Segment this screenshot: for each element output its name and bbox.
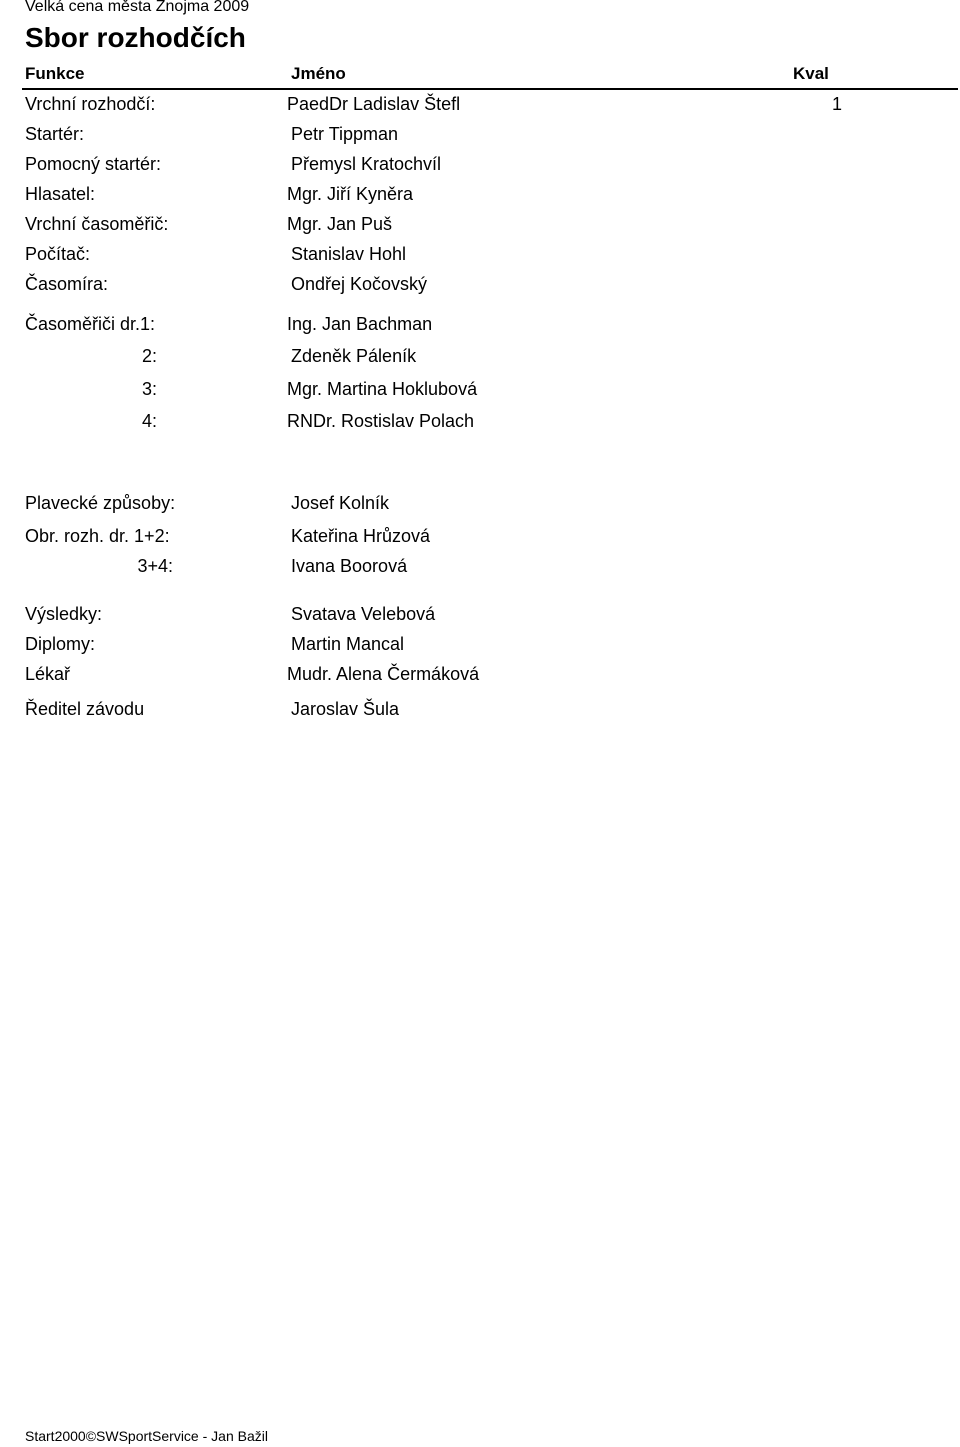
function-label: Obr. rozh. dr. 1+2:	[25, 526, 170, 546]
official-row	[0, 182, 960, 206]
official-name: RNDr. Rostislav Polach	[287, 411, 475, 431]
official-row	[0, 344, 960, 368]
official-row	[0, 524, 960, 548]
official-name: Petr Tippman	[291, 124, 399, 144]
official-row	[0, 272, 960, 296]
official-name: Přemysl Kratochvíl	[291, 154, 442, 174]
function-label: Výsledky:	[25, 604, 103, 624]
header-divider	[22, 88, 958, 90]
official-row	[0, 409, 960, 433]
footer-credit: Start2000©SWSportService - Jan Bažil	[25, 1428, 268, 1444]
official-name: Ondřej Kočovský	[291, 274, 428, 294]
official-name: Mgr. Jiří Kyněra	[287, 184, 414, 204]
official-row	[0, 491, 960, 515]
official-row	[0, 312, 960, 336]
column-header-funkce: Funkce	[25, 64, 85, 83]
function-label: Lékař	[25, 664, 71, 684]
official-name: Mudr. Alena Čermáková	[287, 664, 480, 684]
official-row	[0, 152, 960, 176]
function-label: Časoměřiči dr.1:	[25, 314, 156, 334]
official-row	[0, 92, 960, 116]
official-row	[0, 554, 960, 578]
official-name: Svatava Velebová	[291, 604, 436, 624]
function-label: Počítač:	[25, 244, 91, 264]
event-title: Velká cena města Znojma 2009	[25, 0, 250, 15]
column-header-jmeno: Jméno	[291, 64, 346, 83]
function-label: Vrchní rozhodčí:	[25, 94, 156, 114]
official-row	[0, 662, 960, 686]
official-row	[0, 377, 960, 401]
function-label: Diplomy:	[25, 634, 96, 654]
official-row	[0, 697, 960, 721]
official-name: Kateřina Hrůzová	[291, 526, 431, 546]
function-label: Vrchní časoměřič:	[25, 214, 169, 234]
column-header-kval: Kval	[793, 64, 829, 83]
official-name: Ivana Boorová	[291, 556, 408, 576]
function-label: Hlasatel:	[25, 184, 96, 204]
function-label: Plavecké způsoby:	[25, 493, 176, 513]
official-row	[0, 242, 960, 266]
function-label: Startér:	[25, 124, 85, 144]
page-title: Sbor rozhodčích	[25, 22, 246, 53]
official-name: Stanislav Hohl	[291, 244, 407, 264]
official-name: Ing. Jan Bachman	[287, 314, 433, 334]
function-label: Časomíra:	[25, 274, 109, 294]
function-label: 3+4:	[137, 556, 173, 576]
function-label: 4:	[141, 411, 157, 431]
official-row	[0, 632, 960, 656]
official-name: Jaroslav Šula	[291, 699, 400, 719]
official-row	[0, 212, 960, 236]
function-label: 2:	[141, 346, 157, 366]
official-name: Josef Kolník	[291, 493, 390, 513]
function-label: Pomocný startér:	[25, 154, 162, 174]
official-name: PaedDr Ladislav Štefl	[287, 94, 461, 114]
official-name: Martin Mancal	[291, 634, 405, 654]
official-row	[0, 122, 960, 146]
official-name: Mgr. Martina Hoklubová	[287, 379, 478, 399]
qualification: 1	[832, 94, 843, 114]
official-row	[0, 602, 960, 626]
function-label: Ředitel závodu	[25, 699, 145, 719]
official-name: Zdeněk Páleník	[291, 346, 417, 366]
function-label: 3:	[141, 379, 157, 399]
official-name: Mgr. Jan Puš	[287, 214, 393, 234]
